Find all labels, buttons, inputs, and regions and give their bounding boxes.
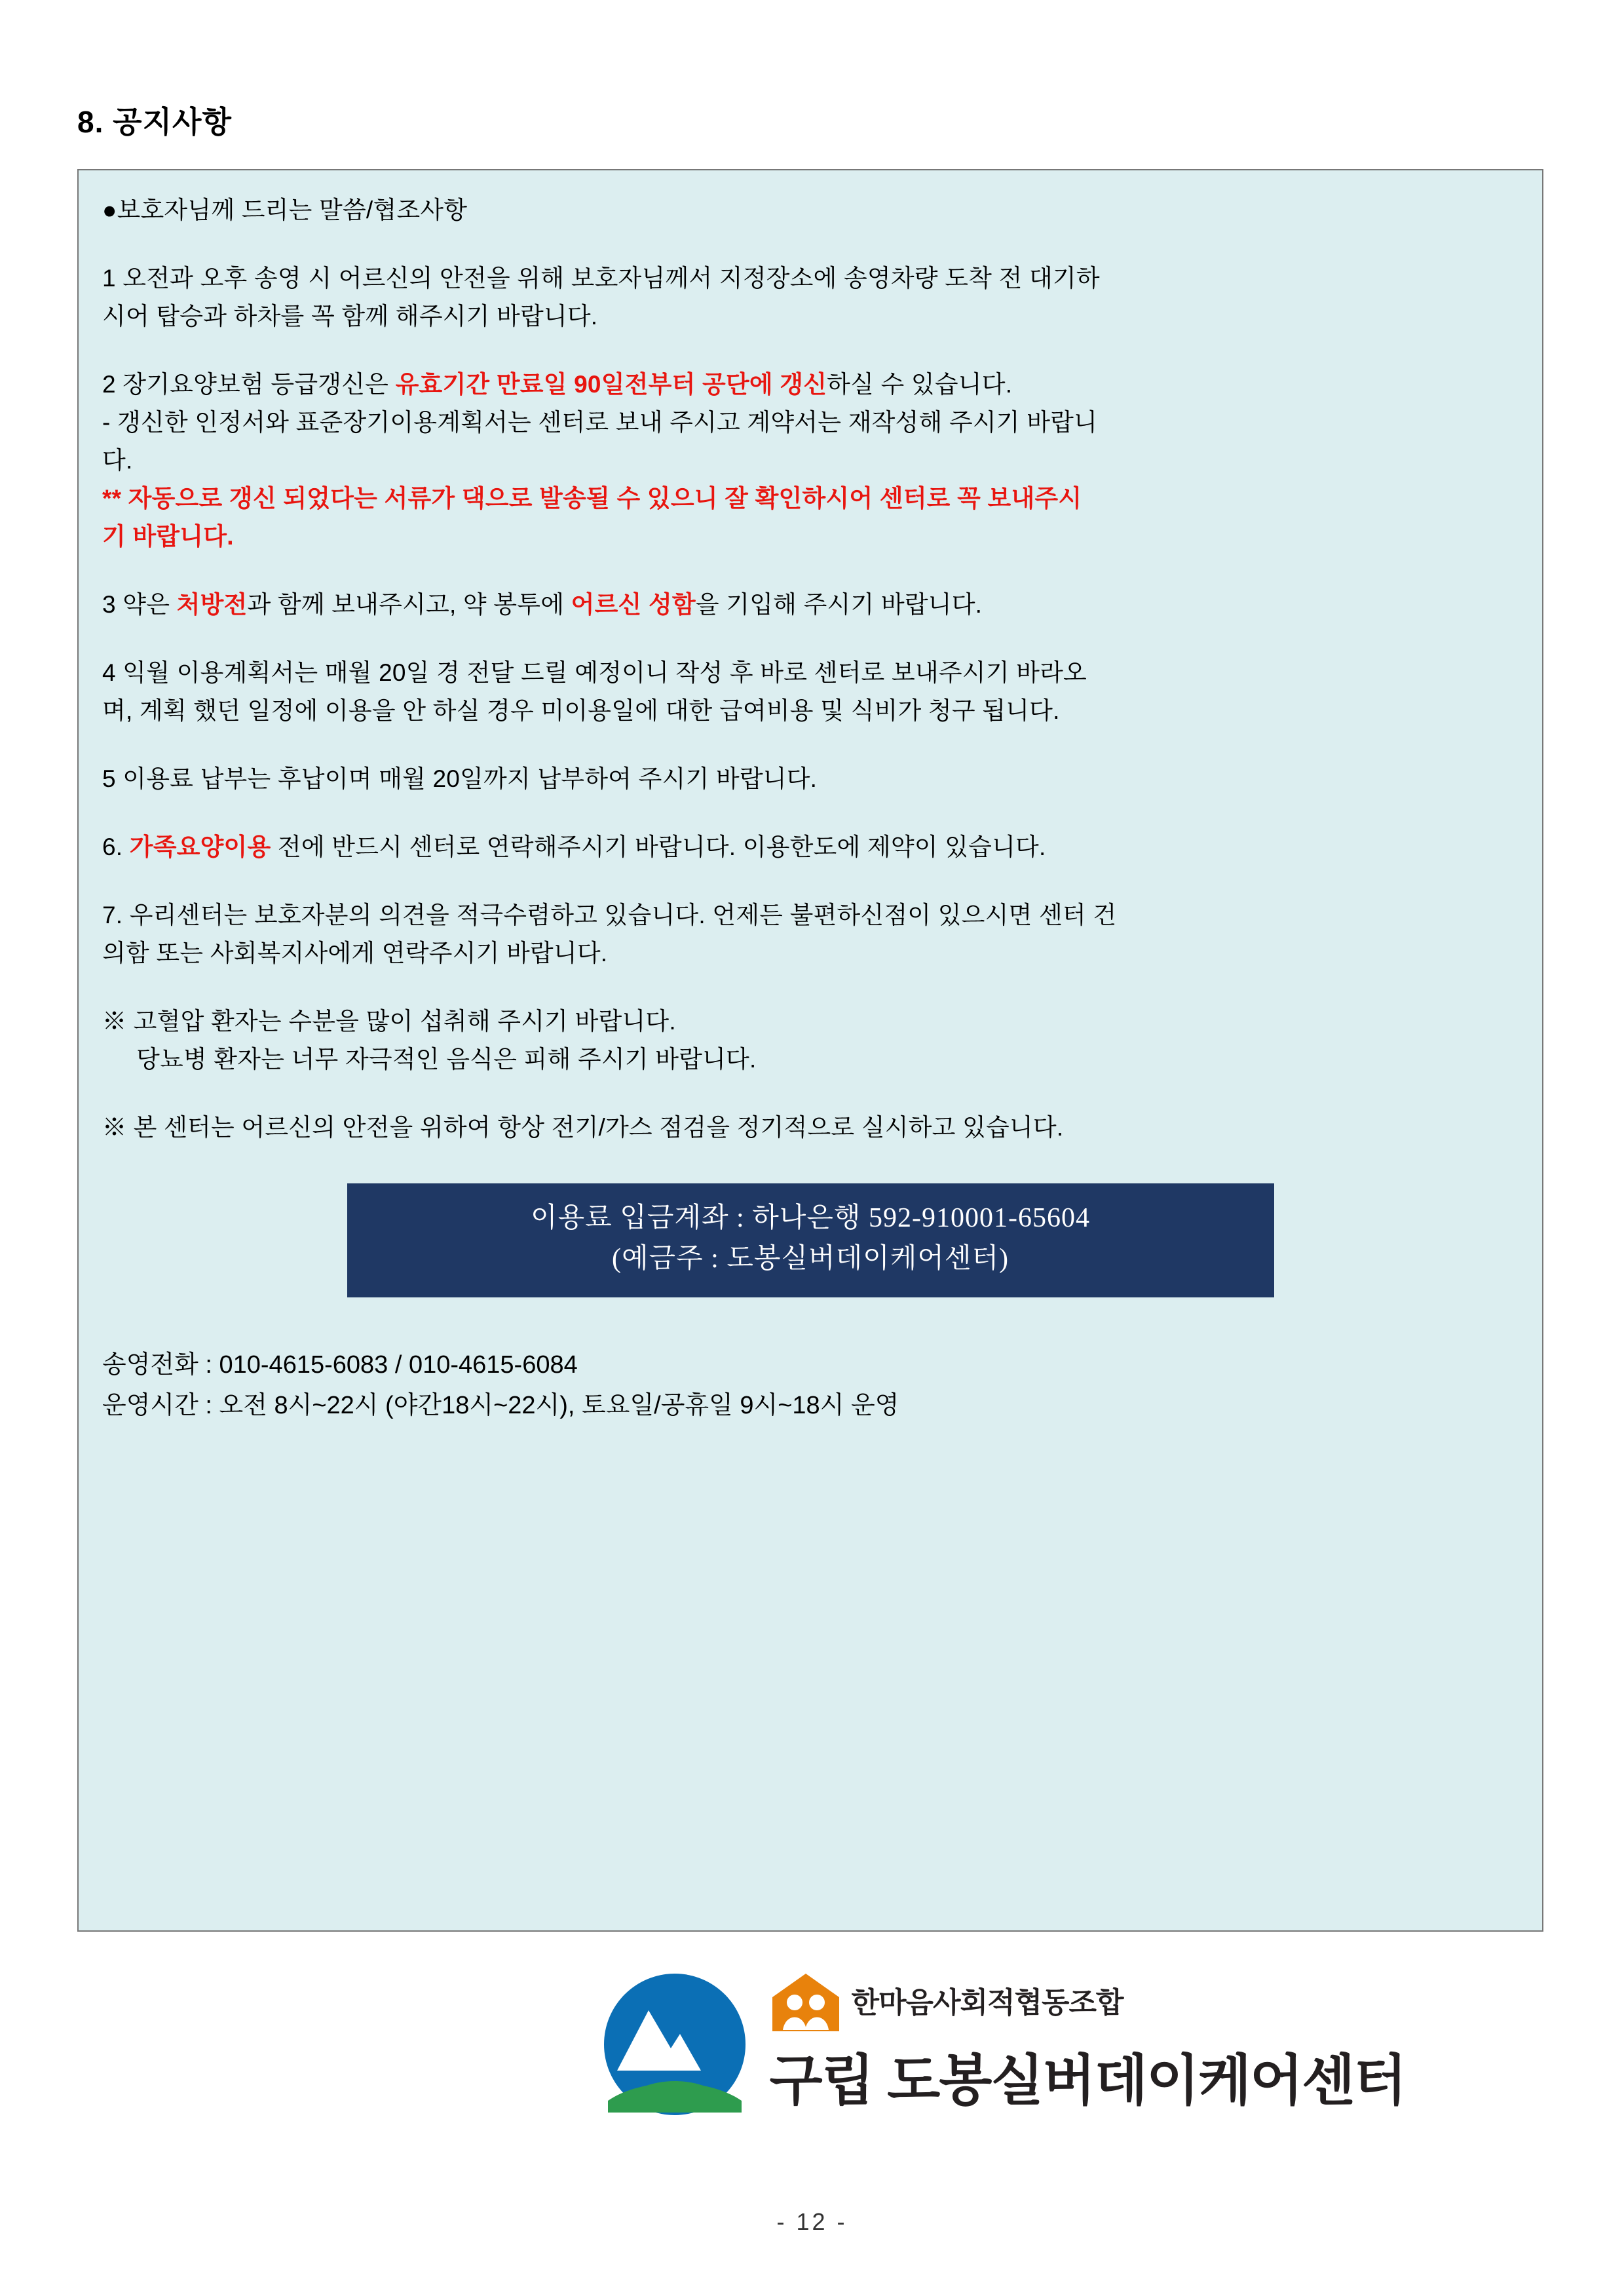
spacer xyxy=(102,866,1519,896)
notice-item-3 xyxy=(102,586,1519,624)
notice-item-2-line-1 xyxy=(102,366,1519,404)
notice-item-5: 5 이용료 납부는 후납이며 매월 20일까지 납부하여 주시기 바랍니다. xyxy=(102,765,818,792)
text-pre: 3 약은 xyxy=(102,591,177,618)
text-pre: 2 장기요양보험 등급갱신은 xyxy=(102,371,396,398)
notice-item-6 xyxy=(102,828,1519,866)
operating-hours-line: 운영시간 : 오전 8시~22시 (야간18시~22시), 토요일/공휴일 9시~18시 운영 xyxy=(102,1392,899,1419)
text-post: 하실 수 있습니다. xyxy=(827,371,1013,398)
notice-item-1-line-1: 1 오전과 오후 송영 시 어르신의 안전을 위해 보호자님께서 지정장소에 송영차량 도착 전 대기하 xyxy=(102,265,1100,292)
notice-note-2: ※ 본 센터는 어르신의 안전을 위하여 항상 전기/가스 점검을 정기적으로 실시하고 있습니다. xyxy=(102,1114,1064,1141)
account-info-box xyxy=(347,1183,1274,1297)
notice-note-1-line-2: 당뇨병 환자는 너무 자극적인 음식은 피해 주시기 바랍니다. xyxy=(136,1046,757,1073)
spacer xyxy=(102,624,1519,654)
emphasis-red-name: 어르신 성함 xyxy=(571,591,696,618)
text-post: 을 기입해 주시기 바랍니다. xyxy=(695,591,983,618)
text-post: 전에 반드시 센터로 연락해주시기 바랍니다. 이용한도에 제약이 있습니다. xyxy=(271,833,1046,860)
page-title: 8. 공지사항 xyxy=(77,105,232,139)
emphasis-red: 유효기간 만료일 90일전부터 공단에 갱신 xyxy=(395,371,827,398)
spacer xyxy=(102,229,1519,259)
page-number: - 12 - xyxy=(776,2208,848,2235)
center-name: 구립 도봉실버데이케어센터 xyxy=(769,2050,1406,2111)
account-number-line: 이용료 입금계좌 : 하나은행 592-910001-65604 xyxy=(531,1203,1090,1233)
spacer xyxy=(102,335,1519,366)
logo-inner xyxy=(387,1959,1406,2156)
spacer xyxy=(102,972,1519,1003)
notice-item-4-line-1: 4 익월 이용계획서는 매월 20일 경 전달 드릴 예정이니 작성 후 바로 센터로 보내주시기 바라오 xyxy=(102,659,1087,686)
mountain-logo-icon xyxy=(603,1972,747,2116)
notice-item-2-warning-line-1: ** 자동으로 갱신 되었다는 서류가 댁으로 발송될 수 있으니 잘 확인하시어 센터로 꼭 보내주시 xyxy=(102,485,1082,512)
notice-item-7-line-2: 의함 또는 사회복지사에게 연락주시기 바랍니다. xyxy=(102,940,608,966)
cooperative-name: 한마음사회적협동조합 xyxy=(851,1987,1124,2019)
notice-note-1-line-1: ※ 고혈압 환자는 수분을 많이 섭취해 주시기 바랍니다. xyxy=(102,1008,676,1035)
notice-item-2-line-3: 다. xyxy=(102,447,133,474)
emphasis-red-prescription: 처방전 xyxy=(176,591,248,618)
notice-item-2-warning-line-2: 기 바랍니다. xyxy=(102,523,234,550)
notice-item-1-line-2: 시어 탑승과 하차를 꼭 함께 해주시기 바랍니다. xyxy=(102,303,598,330)
account-holder-line: (예금주 : 도봉실버데이케어센터) xyxy=(611,1244,1010,1274)
spacer xyxy=(102,730,1519,760)
text-pre: 6. xyxy=(102,833,130,860)
spacer xyxy=(102,556,1519,586)
spacer xyxy=(102,1079,1519,1109)
notice-box xyxy=(77,169,1543,1932)
transport-phone-line: 송영전화 : 010-4615-6083 / 010-4615-6084 xyxy=(102,1351,578,1379)
notice-heading: ●보호자님께 드리는 말씀/협조사항 xyxy=(102,197,468,223)
notice-item-7-line-1: 7. 우리센터는 보호자분의 의견을 적극수렴하고 있습니다. 언제든 불편하신점이 있으시면 센터 건 xyxy=(102,902,1117,928)
spacer xyxy=(102,798,1519,828)
notice-item-2-line-2: - 갱신한 인정서와 표준장기이용계획서는 센터로 보내 주시고 계약서는 재작성해 주시기 바랍니 xyxy=(102,409,1098,436)
cooperative-mark-icon xyxy=(770,1971,842,2034)
emphasis-red-family-care: 가족요양이용 xyxy=(129,833,271,860)
contact-block xyxy=(102,1345,1519,1426)
footer-logo-area xyxy=(0,1959,1624,2182)
text-mid: 과 함께 보내주시고, 약 봉투에 xyxy=(247,591,571,618)
notice-item-4-line-2: 며, 계획 했던 일정에 이용을 안 하실 경우 미이용일에 대한 급여비용 및 식비가 청구 됩니다. xyxy=(102,697,1060,724)
